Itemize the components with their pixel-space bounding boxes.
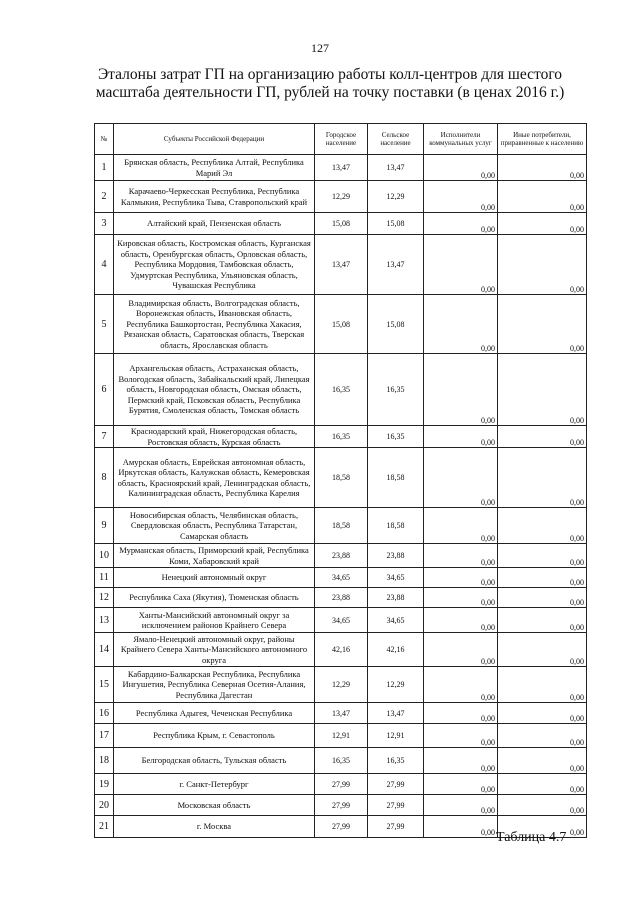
row-subject: Новосибирская область, Челябинская область, Свердловская область, Республика Татарстан, Самарская область [114,508,315,544]
header-utility: Исполнители коммунальных услуг [424,124,498,155]
row-utility-value: 0,00 [424,724,498,748]
row-urban-price: 18,58 [315,448,368,508]
row-rural-price: 13,47 [368,155,424,181]
table-row [95,588,587,608]
table-row [95,608,587,633]
row-urban-price: 13,47 [315,155,368,181]
row-other-value: 0,00 [498,724,587,748]
row-utility-value: 0,00 [424,508,498,544]
row-subject: Ямало-Ненецкий автономный округ, районы Крайнего Севера Ханты-Мансийского автономного округа [114,633,315,667]
row-number: 21 [95,816,114,838]
row-urban-price: 23,88 [315,544,368,568]
row-subject: Московская область [114,795,315,816]
row-utility-value: 0,00 [424,588,498,608]
row-urban-price: 15,08 [315,213,368,235]
row-number: 3 [95,213,114,235]
table-row [95,448,587,508]
row-rural-price: 27,99 [368,774,424,795]
row-rural-price: 42,16 [368,633,424,667]
row-rural-price: 18,58 [368,448,424,508]
header-urban: Городское население [315,124,368,155]
header-row [95,124,587,155]
row-number: 4 [95,235,114,295]
row-number: 6 [95,354,114,426]
table-caption: Таблица 4.7 [496,830,567,845]
row-rural-price: 34,65 [368,608,424,633]
header-rural: Сельское население [368,124,424,155]
row-number: 11 [95,568,114,588]
header-num: № [95,124,114,155]
row-urban-price: 12,91 [315,724,368,748]
row-urban-price: 34,65 [315,568,368,588]
row-rural-price: 23,88 [368,588,424,608]
row-other-value: 0,00 [498,568,587,588]
row-rural-price: 27,99 [368,795,424,816]
row-utility-value: 0,00 [424,544,498,568]
row-other-value: 0,00 [498,588,587,608]
row-number: 15 [95,667,114,703]
row-number: 7 [95,426,114,448]
row-number: 17 [95,724,114,748]
row-number: 2 [95,181,114,213]
row-other-value: 0,00 [498,426,587,448]
table-row [95,703,587,724]
row-number: 13 [95,608,114,633]
row-subject: Ненецкий автономный округ [114,568,315,588]
row-rural-price: 16,35 [368,748,424,774]
row-urban-price: 13,47 [315,703,368,724]
table-row [95,181,587,213]
row-utility-value: 0,00 [424,633,498,667]
row-subject: Архангельская область, Астраханская область, Вологодская область, Забайкальский край, Липецкая область, Новгородская область, Омская область, Пермский край, Псковская область, Республика Бурятия, Смоленская область, Томская область [114,354,315,426]
table-row [95,795,587,816]
row-number: 14 [95,633,114,667]
row-rural-price: 23,88 [368,544,424,568]
row-number: 16 [95,703,114,724]
row-number: 19 [95,774,114,795]
row-number: 9 [95,508,114,544]
row-number: 10 [95,544,114,568]
row-urban-price: 12,29 [315,181,368,213]
row-subject: Ханты-Мансийский автономный округ за исключением районов Крайнего Севера [114,608,315,633]
row-rural-price: 15,08 [368,295,424,354]
page-number: 127 [311,41,329,55]
row-rural-price: 18,58 [368,508,424,544]
row-rural-price: 15,08 [368,213,424,235]
row-other-value: 0,00 [498,213,587,235]
row-other-value: 0,00 [498,544,587,568]
row-other-value: 0,00 [498,354,587,426]
row-subject: Республика Крым, г. Севастополь [114,724,315,748]
row-subject: г. Санкт-Петербург [114,774,315,795]
row-subject: Амурская область, Еврейская автономная область, Иркутская область, Калужская область, Кемеровская область, Красноярский край, Ленинградская область, Калининградская область, Республика Карелия [114,448,315,508]
row-number: 1 [95,155,114,181]
row-urban-price: 23,88 [315,588,368,608]
row-rural-price: 13,47 [368,235,424,295]
row-utility-value: 0,00 [424,568,498,588]
row-rural-price: 13,47 [368,703,424,724]
table-row [95,155,587,181]
row-subject: Республика Саха (Якутия), Тюменская область [114,588,315,608]
row-utility-value: 0,00 [424,235,498,295]
table-row [95,213,587,235]
row-utility-value: 0,00 [424,816,498,838]
table-row [95,354,587,426]
row-other-value: 0,00 [498,667,587,703]
row-subject: Брянская область, Республика Алтай, Республика Марий Эл [114,155,315,181]
row-rural-price: 27,99 [368,816,424,838]
row-urban-price: 18,58 [315,508,368,544]
row-urban-price: 27,99 [315,816,368,838]
row-urban-price: 27,99 [315,774,368,795]
table-row [95,748,587,774]
row-urban-price: 34,65 [315,608,368,633]
row-urban-price: 16,35 [315,426,368,448]
row-subject: г. Москва [114,816,315,838]
row-subject: Кабардино-Балкарская Республика, Республика Ингушетия, Республика Северная Осетия-Алания, Республика Дагестан [114,667,315,703]
row-subject: Карачаево-Черкесская Республика, Республика Калмыкия, Республика Тыва, Ставропольский край [114,181,315,213]
row-other-value: 0,00 [498,295,587,354]
row-number: 5 [95,295,114,354]
table-row [95,426,587,448]
row-other-value: 0,00 [498,633,587,667]
header-subject: Субъекты Российской Федерации [114,124,315,155]
table-row [95,724,587,748]
table-row [95,508,587,544]
row-utility-value: 0,00 [424,181,498,213]
row-utility-value: 0,00 [424,155,498,181]
row-rural-price: 16,35 [368,354,424,426]
row-rural-price: 16,35 [368,426,424,448]
row-subject: Белгородская область, Тульская область [114,748,315,774]
row-subject: Республика Адыгея, Чеченская Республика [114,703,315,724]
row-rural-price: 12,91 [368,724,424,748]
row-urban-price: 16,35 [315,748,368,774]
row-utility-value: 0,00 [424,608,498,633]
table-row [95,667,587,703]
row-urban-price: 27,99 [315,795,368,816]
row-other-value: 0,00 [498,608,587,633]
row-utility-value: 0,00 [424,295,498,354]
row-number: 12 [95,588,114,608]
table-row [95,295,587,354]
row-other-value: 0,00 [498,816,587,838]
table-row [95,544,587,568]
row-utility-value: 0,00 [424,774,498,795]
row-number: 20 [95,795,114,816]
table-row [95,235,587,295]
row-other-value: 0,00 [498,508,587,544]
header-other: Иные потребители, приравненные к населению [498,124,587,155]
table-row [95,633,587,667]
row-number: 8 [95,448,114,508]
row-subject: Кировская область, Костромская область, Курганская область, Оренбургская область, Орловская область, Республика Мордовия, Тамбовская область, Удмуртская Республика, Ульяновская область, Чувашская Республика [114,235,315,295]
row-other-value: 0,00 [498,795,587,816]
row-rural-price: 34,65 [368,568,424,588]
cost-table [94,123,587,838]
row-utility-value: 0,00 [424,354,498,426]
row-utility-value: 0,00 [424,703,498,724]
row-subject: Мурманская область, Приморский край, Республика Коми, Хабаровский край [114,544,315,568]
row-utility-value: 0,00 [424,213,498,235]
row-other-value: 0,00 [498,235,587,295]
row-utility-value: 0,00 [424,667,498,703]
row-other-value: 0,00 [498,703,587,724]
row-other-value: 0,00 [498,181,587,213]
row-utility-value: 0,00 [424,448,498,508]
row-rural-price: 12,29 [368,181,424,213]
row-rural-price: 12,29 [368,667,424,703]
page-title: Эталоны затрат ГП на организацию работы колл-центров для шестого масштаба деятельности ГП, рублей на точку поставки (в ценах 2016 г.) [95,66,565,101]
row-subject: Краснодарский край, Нижегородская область, Ростовская область, Курская область [114,426,315,448]
row-urban-price: 12,29 [315,667,368,703]
row-other-value: 0,00 [498,155,587,181]
row-utility-value: 0,00 [424,426,498,448]
row-urban-price: 42,16 [315,633,368,667]
row-urban-price: 16,35 [315,354,368,426]
row-urban-price: 13,47 [315,235,368,295]
row-utility-value: 0,00 [424,795,498,816]
table-row [95,774,587,795]
row-other-value: 0,00 [498,774,587,795]
row-subject: Владимирская область, Волгоградская область, Воронежская область, Ивановская область, Республика Башкортостан, Республика Хакасия, Рязанская область, Саратовская область, Тверская область, Ярославская область [114,295,315,354]
table-row [95,568,587,588]
row-subject: Алтайский край, Пензенская область [114,213,315,235]
row-urban-price: 15,08 [315,295,368,354]
row-utility-value: 0,00 [424,748,498,774]
row-number: 18 [95,748,114,774]
row-other-value: 0,00 [498,448,587,508]
row-other-value: 0,00 [498,748,587,774]
